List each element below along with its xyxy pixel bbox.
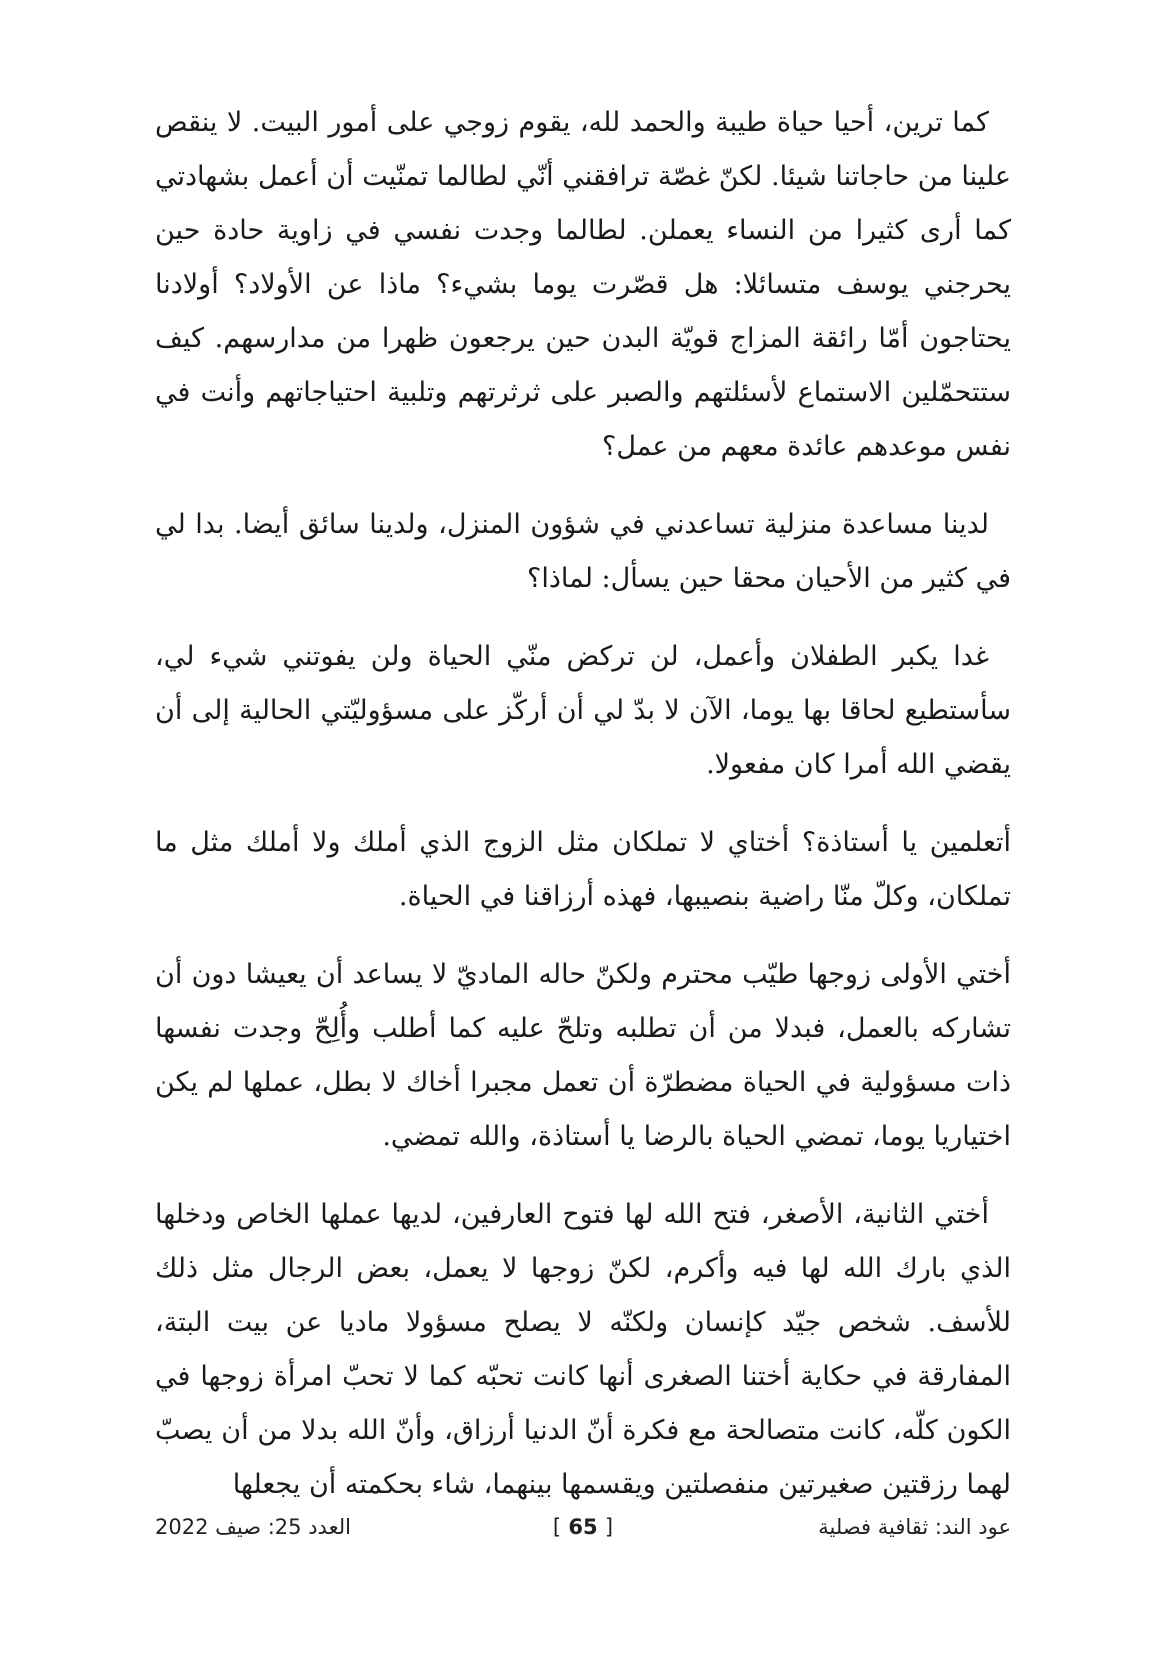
journal-name: عود الند: ثقافية فصلية: [818, 1515, 1011, 1539]
paragraph-5: أختي الأولى زوجها طيّب محترم ولكنّ حاله الماديّ لا يساعد أن يعيشا دون أن تشاركه بالعمل، فبدلا من أن تطلبه وتلحّ عليه كما أطلب وأُلِحّ وجدت نفسها ذات مسؤولية في الحياة مضطرّة أن تعمل مجبرا أخاك لا بطل، عملها لم يكن اختياريا يوما، تمضي الحياة بالرضا يا أستاذة، والله تمضي.: [155, 959, 1011, 1152]
issue-info: العدد 25: صيف 2022: [155, 1515, 351, 1539]
paragraph-4: أتعلمين يا أستاذة؟ أختاي لا تملكان مثل الزوج الذي أملك ولا أملك مثل ما تملكان، وكلّ منّا راضية بنصيبها، فهذه أرزاقنا في الحياة.: [155, 827, 1011, 912]
paragraph-1: كما ترين، أحيا حياة طيبة والحمد لله، يقوم زوجي على أمور البيت. لا ينقص علينا من حاجاتنا شيئا. لكنّ غصّة ترافقني أنّي لطالما تمنّيت أن أعمل بشهادتي كما أرى كثيرا من النساء يعملن. لطالما وجدت نفسي في زاوية حادة حين يحرجني يوسف متسائلا: هل قصّرت يوما بشيء؟ ماذا عن الأولاد؟ أولادنا يحتاجون أمّا رائقة المزاج قويّة البدن حين يرجعون ظهرا من مدارسهم. كيف ستتحمّلين الاستماع لأسئلتهم والصبر على ثرثرتهم وتلبية احتياجاتهم وأنت في نفس موعدهم عائدة معهم من عمل؟: [155, 107, 1011, 462]
paragraph-3: غدا يكبر الطفلان وأعمل، لن تركض منّي الحياة ولن يفوتني شيء لي، سأستطيع لحاقا بها يوما، الآن لا بدّ لي أن أركّز على مسؤوليّتي الحالية إلى أن يقضي الله أمرا كان مفعولا.: [155, 641, 1011, 780]
body-text: [155, 96, 1011, 1536]
page-number-wrapper: [553, 1515, 613, 1539]
paragraph-6: أختي الثانية، الأصغر، فتح الله لها فتوح العارفين، لديها عملها الخاص ودخلها الذي بارك الله لها فيه وأكرم، لكنّ زوجها لا يعمل، بعض الرجال مثل ذلك للأسف. شخص جيّد كإنسان ولكنّه لا يصلح مسؤولا ماديا عن بيت البتة، المفارقة في حكاية أختنا الصغرى أنها كانت تحبّه كما لا تحبّ امرأة زوجها في الكون كلّه، كانت متصالحة مع فكرة أنّ الدنيا أرزاق، وأنّ الله بدلا من أن يصبّ لهما رزقتين صغيرتين منفصلتين ويقسمها بينهما، شاء بحكمته أن يجعلها: [155, 1199, 1011, 1500]
page-footer: [155, 1515, 1011, 1555]
bracket-right: ]: [552, 1515, 562, 1539]
page-number: 65: [568, 1515, 598, 1539]
paragraph-2: لدينا مساعدة منزلية تساعدني في شؤون المنزل، ولدينا سائق أيضا. بدا لي في كثير من الأحيان محقا حين يسأل: لماذا؟: [155, 509, 1011, 594]
bracket-left: [: [604, 1515, 614, 1539]
